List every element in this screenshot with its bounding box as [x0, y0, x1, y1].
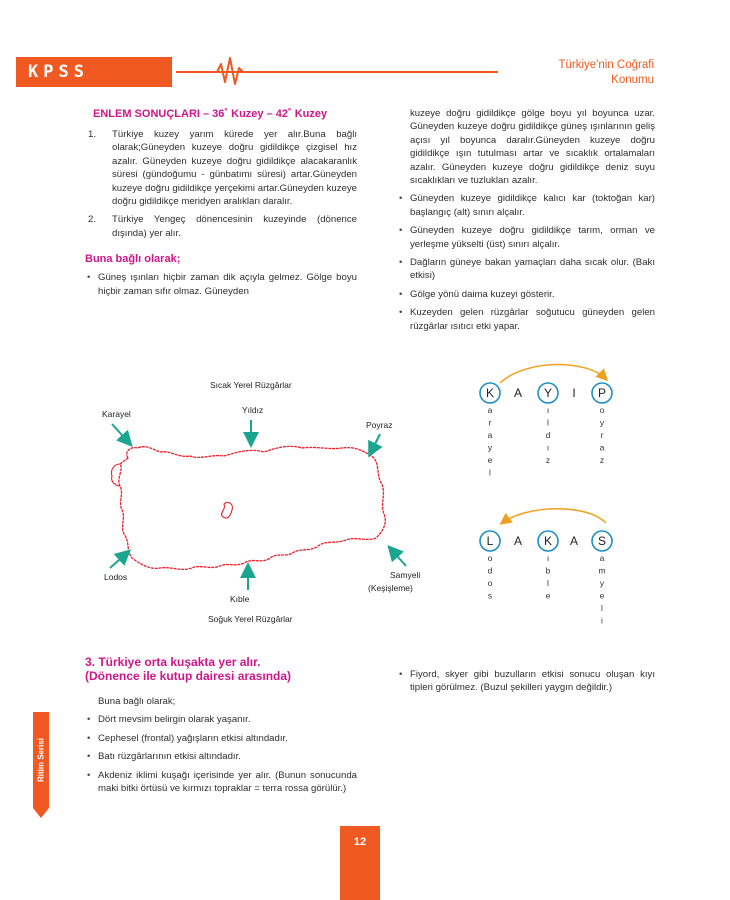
bottom-col2-letter-5: i [601, 615, 603, 626]
top-col1-letter-1: l [547, 417, 549, 428]
bullet-item: • Güneş ışınları hiçbir zaman dik açıyla gelmez. Gölge boyu hiçbir zaman sıfır olmaz. Güneyden [85, 271, 357, 298]
top-col2-letter-2: r [600, 430, 604, 440]
bottom-row [480, 531, 612, 626]
brand-logo: KPSS KAMPI [16, 57, 172, 87]
label-kible: Kıble [230, 594, 250, 604]
bullet-item: • Akdeniz iklimi kuşağı içerisinde yer alır. (Bunun sonucunda maki bitki örtüsü ve kırmızı topraklar = terra rossa görülür.) [85, 769, 357, 796]
top-col1-letter-2: d [545, 430, 551, 440]
item-number: 1. [88, 129, 97, 140]
bottom-col2-letter-4: l [601, 603, 603, 613]
page-number: 12 [353, 836, 367, 848]
map-top-title: Sıcak Yerel Rüzgârlar [210, 380, 292, 390]
bottom-col2-letter-2: y [599, 578, 605, 588]
chapter-title [558, 58, 654, 88]
bullet-item: • Kuzeyden gelen rüzgârlar soğutucu güneyden gelen rüzgârlar ısıtıcı etki yapar. [397, 306, 655, 333]
bottom-col2-letter-0: a [599, 553, 605, 563]
thrace-outline [111, 464, 120, 486]
top-col1-letter-0: ı [546, 405, 550, 415]
section1-bullets [85, 271, 357, 298]
continuation-text: kuzeye doğru gidildikçe gölge boyu yıl boyunca uzar. Güneyden kuzeye doğru gidildikçe güneş ışınlarının geliş açısı yıl boyunca daralır.Güneyden kuzeye doğru gidildikçe ışın tutulması artar ve sıcaklık ortalamaları azalır. Güneyden kuzeye doğru gidildikçe deniz suyu sıcaklıkları ve tuzlukları azalır. [410, 108, 655, 187]
map-bottom-title: Soğuk Yerel Rüzgârlar [208, 614, 293, 624]
item-number: 2. [88, 214, 97, 226]
bottom-col1-letter-2: l [547, 578, 549, 588]
arrow-karayel [112, 424, 130, 444]
arrow-top [500, 364, 606, 383]
label-samyeli: Samyeli [390, 570, 421, 580]
label-karayel: Karayel [102, 409, 131, 419]
bottom-col0-letter-1: d [487, 565, 493, 576]
arrow-lodos [110, 552, 128, 568]
item-text: Türkiye kuzey yarım kürede yer alır.Buna bağlı olarak;Güneyden kuzeye doğru gidildikçe çizgisel hız azalır. Güneyden kuzeye doğru gidildikçe alacakaranlık süresi (gündoğumu - günbatımı süresi) artar.Güneyden kuzeye doğru gidildikçe yerçekimi artar.Güneyden kuzeye doğru gidildikçe meridyen aralıkları daralır. [112, 129, 357, 208]
bullet-item: • Batı rüzgârlarının etkisi altındadır. [85, 750, 357, 763]
chapter-title-line1: Türkiye'nin Coğrafi [558, 59, 654, 71]
top-letter-4: P [597, 386, 607, 400]
top-col0-letter-4: e [487, 455, 493, 465]
arrow-bottom [502, 509, 606, 523]
sub-heading: Buna bağlı olarak; [85, 253, 181, 266]
label-kesisleme: (Keşişleme) [368, 583, 413, 593]
top-row [480, 383, 612, 478]
top-col2-letter-4: z [599, 455, 605, 465]
section3-heading-line1: 3. Türkiye orta kuşakta yer alır. [85, 655, 261, 669]
bullet-item: • Güneyden kuzeye doğru gidildikçe tarım, orman ve yerleşme yükselti (üst) sınırı alçalır. [397, 224, 655, 251]
top-letter-0: K [485, 386, 495, 400]
bottom-letter-4: S [597, 534, 607, 548]
bottom-letter-1: A [513, 534, 523, 548]
list-item [85, 213, 357, 240]
top-col2-letter-0: o [599, 405, 605, 415]
left-column [85, 107, 357, 303]
bottom-col2-letter-1: m [598, 565, 606, 576]
bottom-col1-letter-3: e [545, 590, 551, 601]
bottom-col2-letter-3: e [599, 590, 605, 601]
bottom-col0-letter-0: o [487, 553, 493, 563]
page-number-box [340, 826, 380, 900]
list-item [85, 128, 357, 208]
right-bullets [397, 192, 655, 333]
bullet-item: • Dağların güneye bakan yamaçları daha sıcak olur. (Bakı etkisi) [397, 256, 655, 283]
label-lodos: Lodos [104, 572, 128, 582]
bottom-col0-letter-2: o [487, 578, 493, 588]
label-poyraz: Poyraz [366, 420, 393, 430]
item-text: Türkiye Yengeç dönencesinin kuzeyinde (dönence dışında) yer alır. [112, 214, 357, 239]
bottom-letter-2: K [543, 534, 553, 548]
arrow-poyraz [370, 434, 380, 454]
top-col2-letter-3: a [599, 442, 605, 453]
label-yildiz: Yıldız [242, 405, 264, 415]
top-col2-letter-1: y [599, 417, 605, 428]
top-letter-1: A [513, 386, 523, 400]
top-letter-3: I [572, 386, 576, 400]
turkey-wind-map [80, 372, 440, 632]
section3-right [397, 668, 655, 700]
bullet-item: • Cephesel (frontal) yağışların etkisi altındadır. [85, 732, 357, 745]
bottom-col1-letter-0: ı [546, 553, 550, 563]
bullet-item: • Dört mevsim belirgin olarak yaşanır. [85, 713, 357, 726]
bottom-letter-3: A [569, 534, 579, 548]
lake-icon [222, 502, 233, 518]
bullet-item: • Güneyden kuzeye gidildikçe kalıcı kar (toktoğan kar) başlangıç (alt) sınırı alçalır. [397, 192, 655, 219]
top-letter-2: Y [543, 386, 553, 400]
chapter-title-line2: Konumu [611, 74, 654, 86]
section3-left [85, 655, 357, 800]
top-col1-letter-4: z [545, 455, 551, 465]
turkey-outline [119, 446, 385, 569]
section3-intro: Buna bağlı olarak; [98, 696, 176, 707]
section3-heading-line2: (Dönence ile kutup dairesi arasında) [85, 669, 292, 683]
right-column [397, 107, 655, 338]
bullet-item: • Fiyord, skyer gibi buzulların etkisi sonucu oluşan kıyı tipleri görülmez. (Buzul şekilleri yaygın değildir.) [397, 668, 655, 695]
arrow-samyeli [390, 548, 406, 566]
top-col0-letter-3: y [487, 442, 493, 453]
top-col0-letter-1: r [488, 417, 492, 428]
top-col0-letter-2: a [487, 430, 493, 440]
top-col1-letter-3: ı [546, 442, 550, 453]
bottom-col0-letter-3: s [487, 590, 493, 601]
wind-acronym-diagram [466, 355, 666, 645]
bottom-col1-letter-1: b [545, 565, 551, 576]
top-col0-letter-0: a [487, 405, 493, 415]
top-col0-letter-5: l [489, 467, 491, 478]
section1-heading: ENLEM SONUÇLARI – 36˚ Kuzey – 42˚ Kuzey [93, 108, 328, 120]
bottom-letter-0: L [486, 534, 494, 548]
section3-bullets [85, 713, 357, 795]
side-tab-label: Ritim Serisi [36, 737, 46, 783]
section3-right-bullets [397, 668, 655, 695]
bullet-item: • Gölge yönü daima kuzeyi gösterir. [397, 288, 655, 301]
heartbeat-icon [205, 56, 257, 88]
section1-list [85, 128, 357, 240]
side-tab [33, 712, 49, 808]
